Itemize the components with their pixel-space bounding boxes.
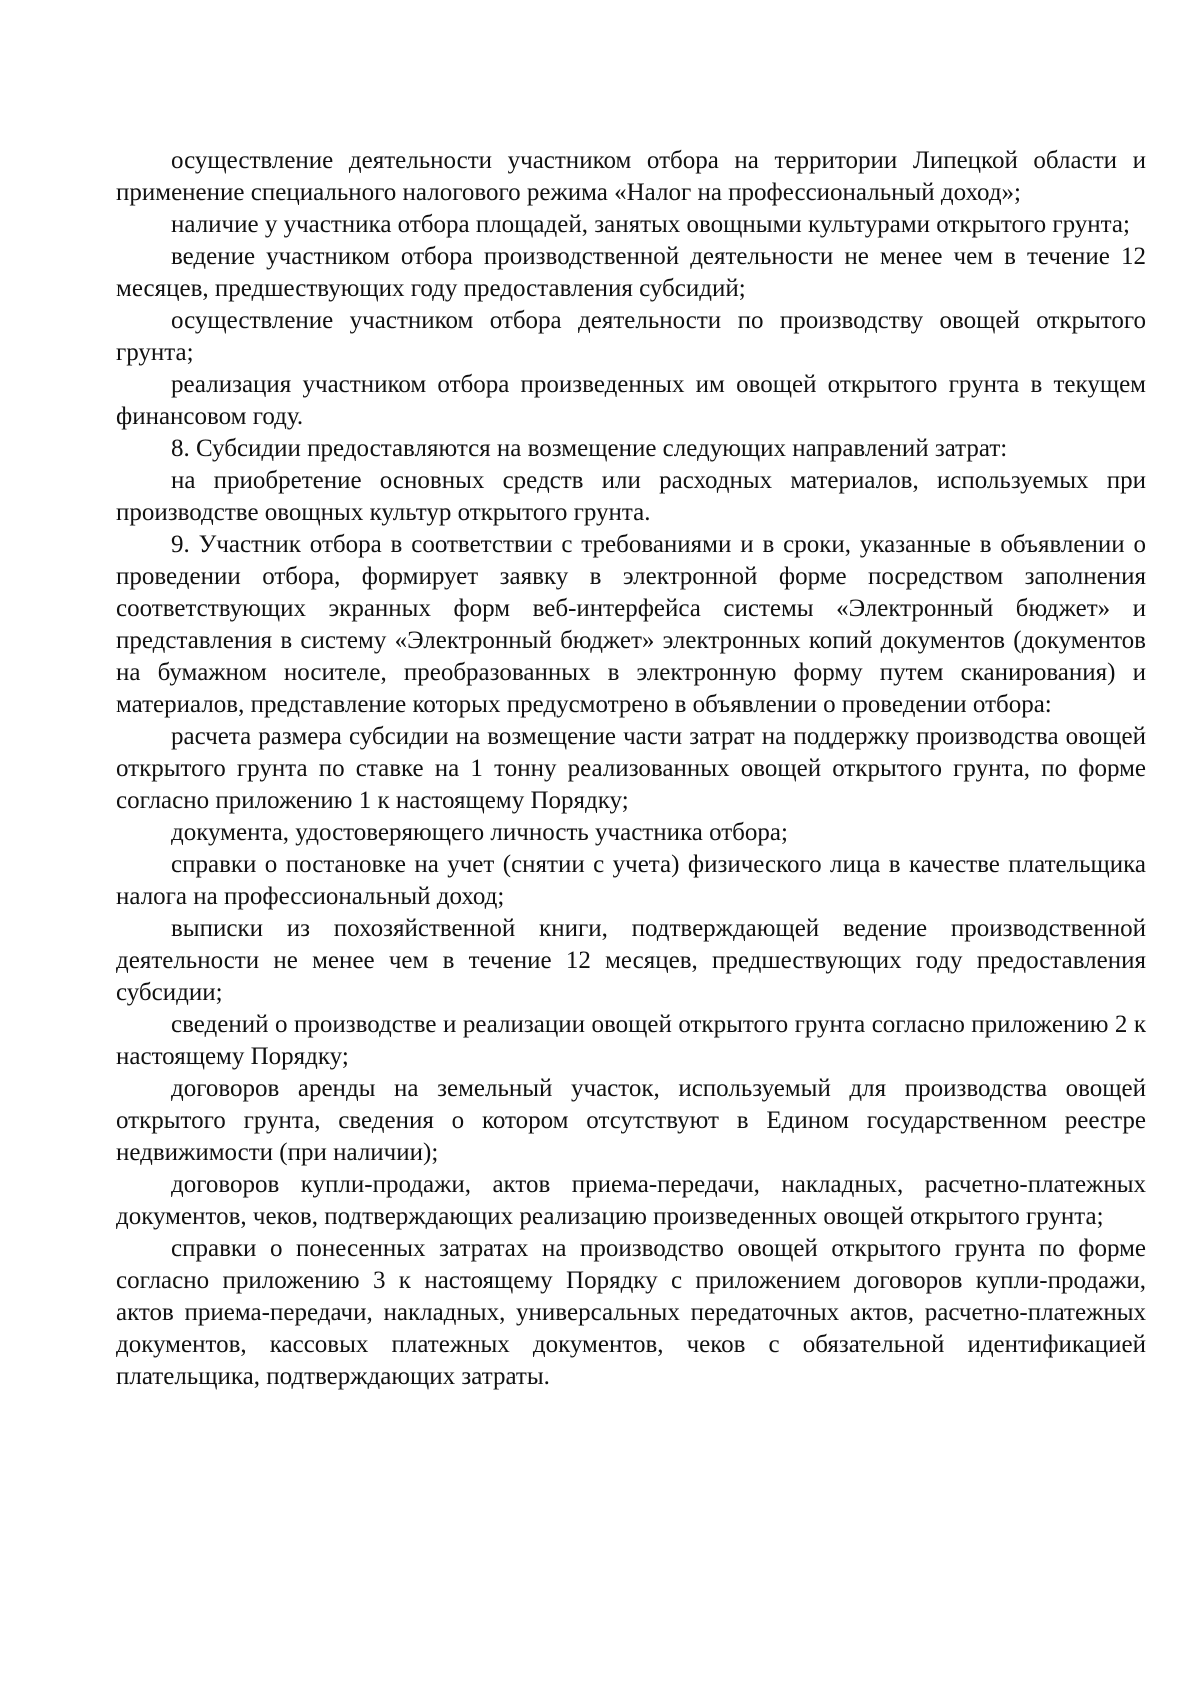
- paragraph-13: сведений о производстве и реализации овощей открытого грунта согласно приложению 2 к настоящему Порядку;: [116, 1011, 1146, 1070]
- paragraph-1: осуществление деятельности участником отбора на территории Липецкой области и применение специального налогового режима «Налог на профессиональный доход»;: [116, 147, 1146, 206]
- paragraph-8: 9. Участник отбора в соответствии с требованиями и в сроки, указанные в объявлении о проведении отбора, формирует заявку в электронной форме посредством заполнения соответствующих экранных форм веб-интерфейса системы «Электронный бюджет» и представления в систему «Электронный бюджет» электронных копий документов (документов на бумажном носителе, преобразованных в электронную форму путем сканирования) и материалов, представление которых предусмотрено в объявлении о проведении отбора:: [116, 531, 1146, 718]
- paragraph-7: на приобретение основных средств или расходных материалов, используемых при производстве овощных культур открытого грунта.: [116, 467, 1146, 526]
- paragraph-12: выписки из похозяйственной книги, подтверждающей ведение производственной деятельности не менее чем в течение 12 месяцев, предшествующих году предоставления субсидии;: [116, 915, 1146, 1006]
- paragraph-4: осуществление участником отбора деятельности по производству овощей открытого грунта;: [116, 307, 1146, 366]
- paragraph-15: договоров купли-продажи, актов приема-передачи, накладных, расчетно-платежных документов, чеков, подтверждающих реализацию произведенных овощей открытого грунта;: [116, 1171, 1146, 1230]
- paragraph-11: справки о постановке на учет (снятии с учета) физического лица в качестве плательщика налога на профессиональный доход;: [116, 851, 1146, 910]
- document-body: [116, 145, 1146, 1393]
- paragraph-14: договоров аренды на земельный участок, используемый для производства овощей открытого грунта, сведения о котором отсутствуют в Едином государственном реестре недвижимости (при наличии);: [116, 1075, 1146, 1166]
- paragraph-16: справки о понесенных затратах на производство овощей открытого грунта по форме согласно приложению 3 к настоящему Порядку с приложением договоров купли-продажи, актов приема-передачи, накладных, универсальных передаточных актов, расчетно-платежных документов, кассовых платежных документов, чеков с обязательной идентификацией плательщика, подтверждающих затраты.: [116, 1235, 1146, 1390]
- paragraph-6: 8. Субсидии предоставляются на возмещение следующих направлений затрат:: [171, 435, 1008, 462]
- paragraph-3: ведение участником отбора производственной деятельности не менее чем в течение 12 месяцев, предшествующих году предоставления субсидий;: [116, 243, 1146, 302]
- paragraph-9: расчета размера субсидии на возмещение части затрат на поддержку производства овощей открытого грунта по ставке на 1 тонну реализованных овощей открытого грунта, по форме согласно приложению 1 к настоящему Порядку;: [116, 723, 1146, 814]
- paragraph-10: документа, удостоверяющего личность участника отбора;: [171, 819, 788, 846]
- paragraph-2: наличие у участника отбора площадей, занятых овощными культурами открытого грунта;: [171, 211, 1130, 238]
- paragraph-5: реализация участником отбора произведенных им овощей открытого грунта в текущем финансовом году.: [116, 371, 1146, 430]
